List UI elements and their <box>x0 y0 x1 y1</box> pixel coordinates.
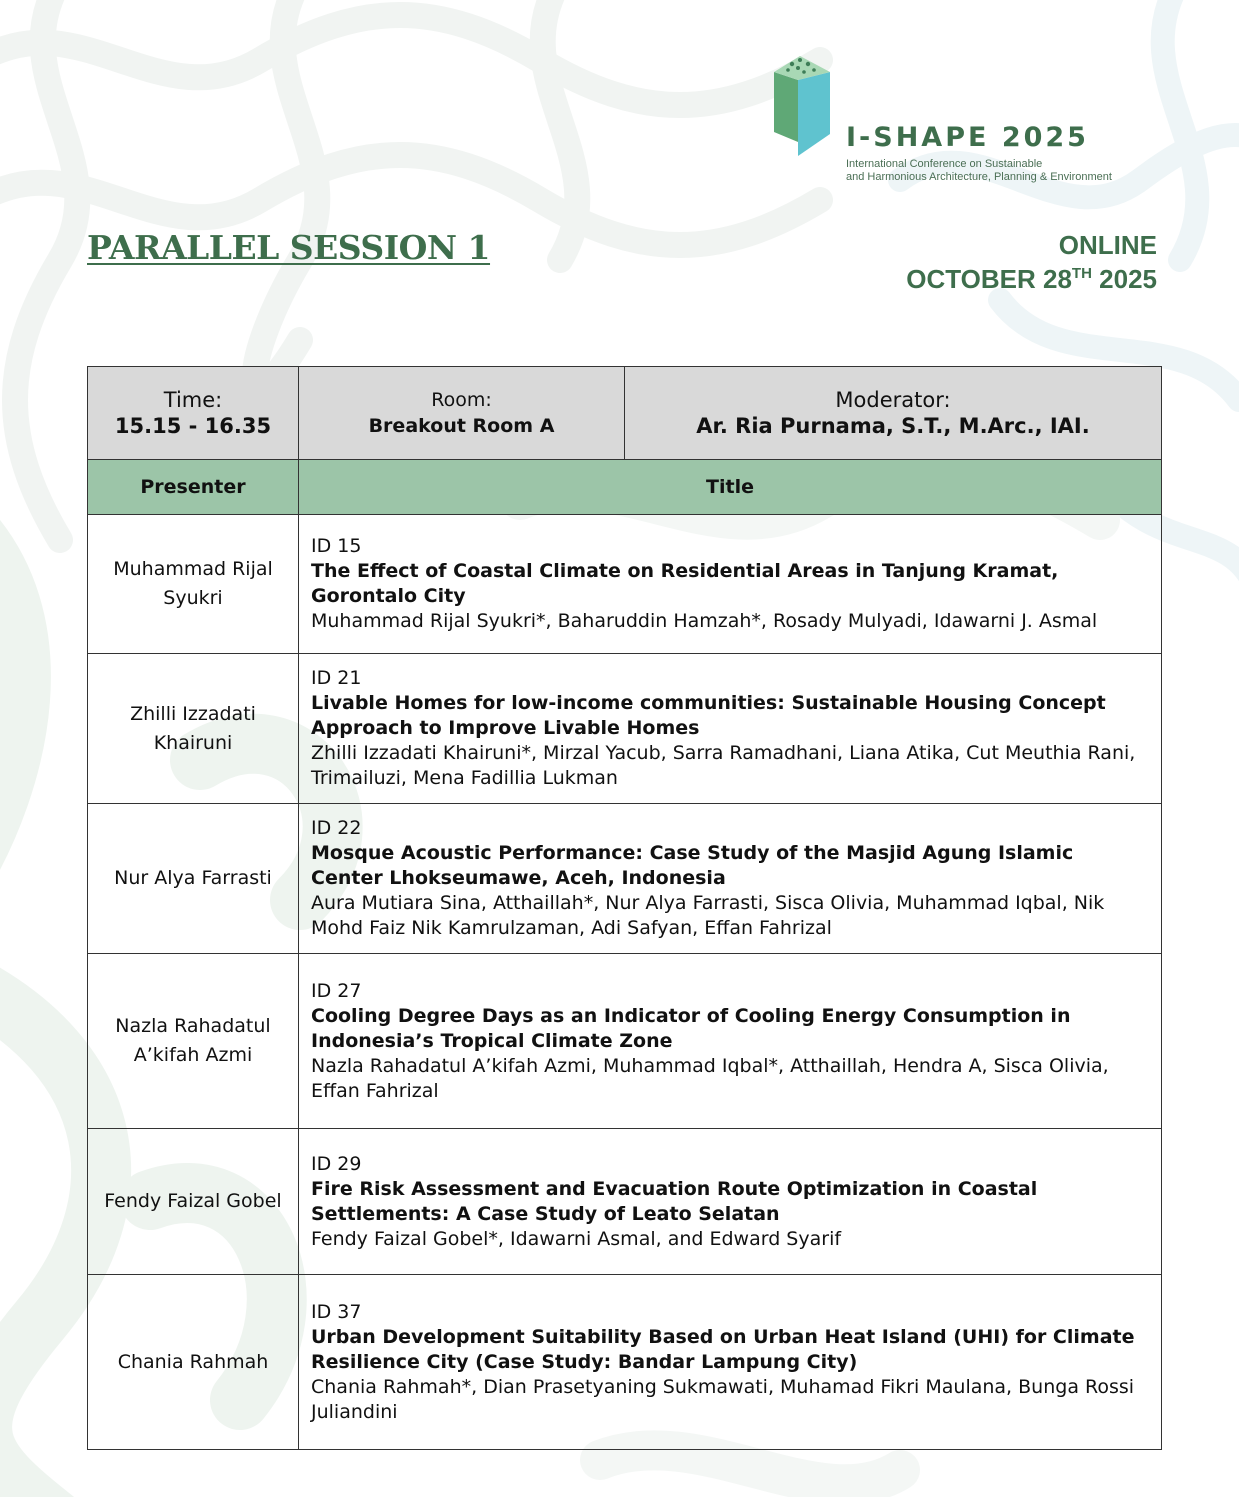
logo-subtitle-line1: International Conference on Sustainable <box>846 158 1043 170</box>
paper-title: The Effect of Coastal Climate on Residential Areas in Tanjung Kramat, Gorontalo City <box>311 560 1059 607</box>
moderator-cell <box>625 367 1162 460</box>
table-row <box>88 1275 1162 1450</box>
presenter-name: Chania Rahmah <box>88 1275 299 1450</box>
paper-id: ID 37 <box>311 1300 362 1323</box>
room-value: Breakout Room A <box>368 415 555 437</box>
session-date-prefix: OCTOBER 28 <box>906 264 1072 294</box>
logo-subtitle-line2: and Harmonious Architecture, Planning & Environment <box>846 170 1112 183</box>
paper-cell <box>299 954 1162 1129</box>
room-cell <box>299 367 625 460</box>
logo-subtitle <box>846 158 1176 183</box>
paper-title: Cooling Degree Days as an Indicator of Cooling Energy Consumption in Indonesia’s Tropical Climate Zone <box>311 1004 1071 1052</box>
presenter-name: Fendy Faizal Gobel <box>88 1129 299 1275</box>
session-date-year: 2025 <box>1091 264 1157 294</box>
logo-title: I-SHAPE 2025 <box>846 122 1089 153</box>
paper-cell <box>299 804 1162 954</box>
moderator-value: Ar. Ria Purnama, S.T., M.Arc., IAI. <box>696 414 1090 438</box>
table-row <box>88 804 1162 954</box>
conference-logo <box>770 50 1170 183</box>
paper-cell <box>299 654 1162 804</box>
paper-authors: Aura Mutiara Sina, Atthaillah*, Nur Alya Farrasti, Sisca Olivia, Muhammad Iqbal, Nik Mohd Faiz Nik Kamrulzaman, Adi Safyan, Effan Fahrizal <box>311 892 1105 939</box>
presenter-name: Zhilli Izzadati Khairuni <box>88 654 299 804</box>
title-column-header: Title <box>299 460 1162 515</box>
paper-title: Urban Development Suitability Based on Urban Heat Island (UHI) for Climate Resilience City (Case Study: Bandar Lampung City) <box>311 1325 1135 1373</box>
paper-id: ID 29 <box>311 1152 362 1175</box>
paper-cell <box>299 1275 1162 1450</box>
table-row <box>88 1129 1162 1275</box>
paper-authors: Nazla Rahadatul A’kifah Azmi, Muhammad Iqbal*, Atthaillah, Hendra A, Sisca Olivia, Effan Fahrizal <box>311 1054 1109 1102</box>
time-cell <box>88 367 299 460</box>
table-row <box>88 954 1162 1129</box>
session-header-row <box>88 367 1162 460</box>
cube-logo-icon <box>770 50 832 158</box>
presenter-name: Muhammad Rijal Syukri <box>88 515 299 654</box>
paper-id: ID 27 <box>311 979 362 1002</box>
time-value: 15.15 - 16.35 <box>114 414 272 438</box>
time-label: Time: <box>163 388 223 412</box>
table-row <box>88 515 1162 654</box>
paper-authors: Zhilli Izzadati Khairuni*, Mirzal Yacub, Sarra Ramadhani, Liana Atika, Cut Meuthia Rani, Trimailuzi, Mena Fadillia Lukman <box>311 742 1136 789</box>
paper-id: ID 15 <box>311 535 362 557</box>
session-date <box>906 262 1157 296</box>
column-header-row <box>88 460 1162 515</box>
paper-title: Mosque Acoustic Performance: Case Study of the Masjid Agung Islamic Center Lhokseumawe, Aceh, Indonesia <box>311 842 1074 889</box>
paper-authors: Fendy Faizal Gobel*, Idawarni Asmal, and Edward Syarif <box>311 1227 842 1250</box>
paper-authors: Chania Rahmah*, Dian Prasetyaning Sukmawati, Muhamad Fikri Maulana, Bunga Rossi Juliandini <box>311 1375 1135 1423</box>
paper-id: ID 21 <box>311 667 362 689</box>
table-row <box>88 654 1162 804</box>
moderator-label: Moderator: <box>835 388 951 412</box>
room-label: Room: <box>431 389 492 411</box>
session-info <box>906 228 1157 296</box>
paper-cell <box>299 515 1162 654</box>
presenter-name: Nur Alya Farrasti <box>88 804 299 954</box>
paper-authors: Muhammad Rijal Syukri*, Baharuddin Hamzah*, Rosady Mulyadi, Idawarni J. Asmal <box>311 610 1098 632</box>
paper-cell <box>299 1129 1162 1275</box>
paper-title: Fire Risk Assessment and Evacuation Route Optimization in Coastal Settlements: A Case Study of Leato Selatan <box>311 1177 1038 1225</box>
presenter-name: Nazla Rahadatul A’kifah Azmi <box>88 954 299 1129</box>
session-title: PARALLEL SESSION 1 <box>87 228 491 267</box>
session-mode: ONLINE <box>1058 230 1157 260</box>
paper-title: Livable Homes for low-income communities: Sustainable Housing Concept Approach to Improve Livable Homes <box>311 692 1106 739</box>
session-date-suffix: TH <box>1071 265 1092 282</box>
paper-id: ID 22 <box>311 817 362 839</box>
schedule-table <box>87 366 1162 1450</box>
presenter-column-header: Presenter <box>88 460 299 515</box>
